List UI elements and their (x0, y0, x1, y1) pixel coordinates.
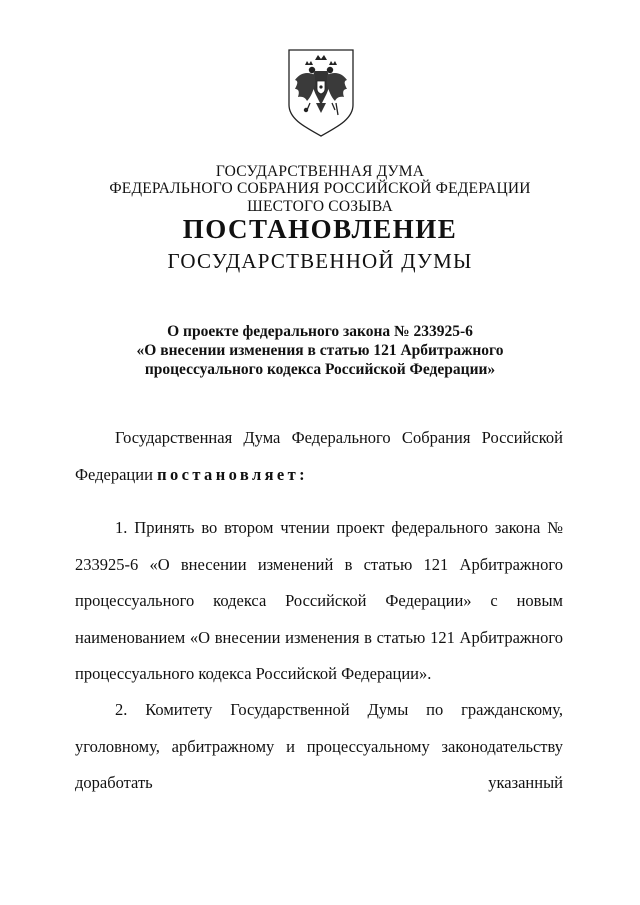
intro-text: Государственная Дума Федерального Собрания Российской Федерации (75, 428, 563, 484)
document-subject (0, 322, 640, 379)
intro-verb: постановляет: (157, 464, 309, 484)
document-issuer: ГОСУДАРСТВЕННОЙ ДУМЫ (167, 249, 473, 273)
russian-coat-of-arms-icon (285, 47, 357, 139)
item-2-paragraph: 2. Комитету Государственной Думы по гражданскому, уголовному, арбитражному и процессуальному законодательству доработать указанный (75, 700, 563, 792)
subject-line-3: процессуального кодекса Российской Федерации» (144, 361, 496, 378)
subject-line-2: «О внесении изменения в статью 121 Арбитражного (136, 342, 504, 359)
intro-paragraph (75, 420, 563, 493)
organization-line-2: ФЕДЕРАЛЬНОГО СОБРАНИЯ РОССИЙСКОЙ ФЕДЕРАЦИИ (109, 180, 531, 197)
document-type-title: ПОСТАНОВЛЕНИЕ (182, 214, 458, 244)
convocation-line: ШЕСТОГО СОЗЫВА (247, 198, 393, 215)
item-1-paragraph: 1. Принять во втором чтении проект федерального закона № 233925-6 «О внесении изменений в статью 121 Арбитражного процессуального кодекса Российской Федерации» с новым наименованием «О внесении изменения в статью 121 Арбитражного процессуального кодекса Российской Федерации». (75, 518, 563, 683)
subject-line-1: О проекте федерального закона № 233925-6 (167, 323, 473, 340)
organization-line-1: ГОСУДАРСТВЕННАЯ ДУМА (215, 163, 425, 180)
